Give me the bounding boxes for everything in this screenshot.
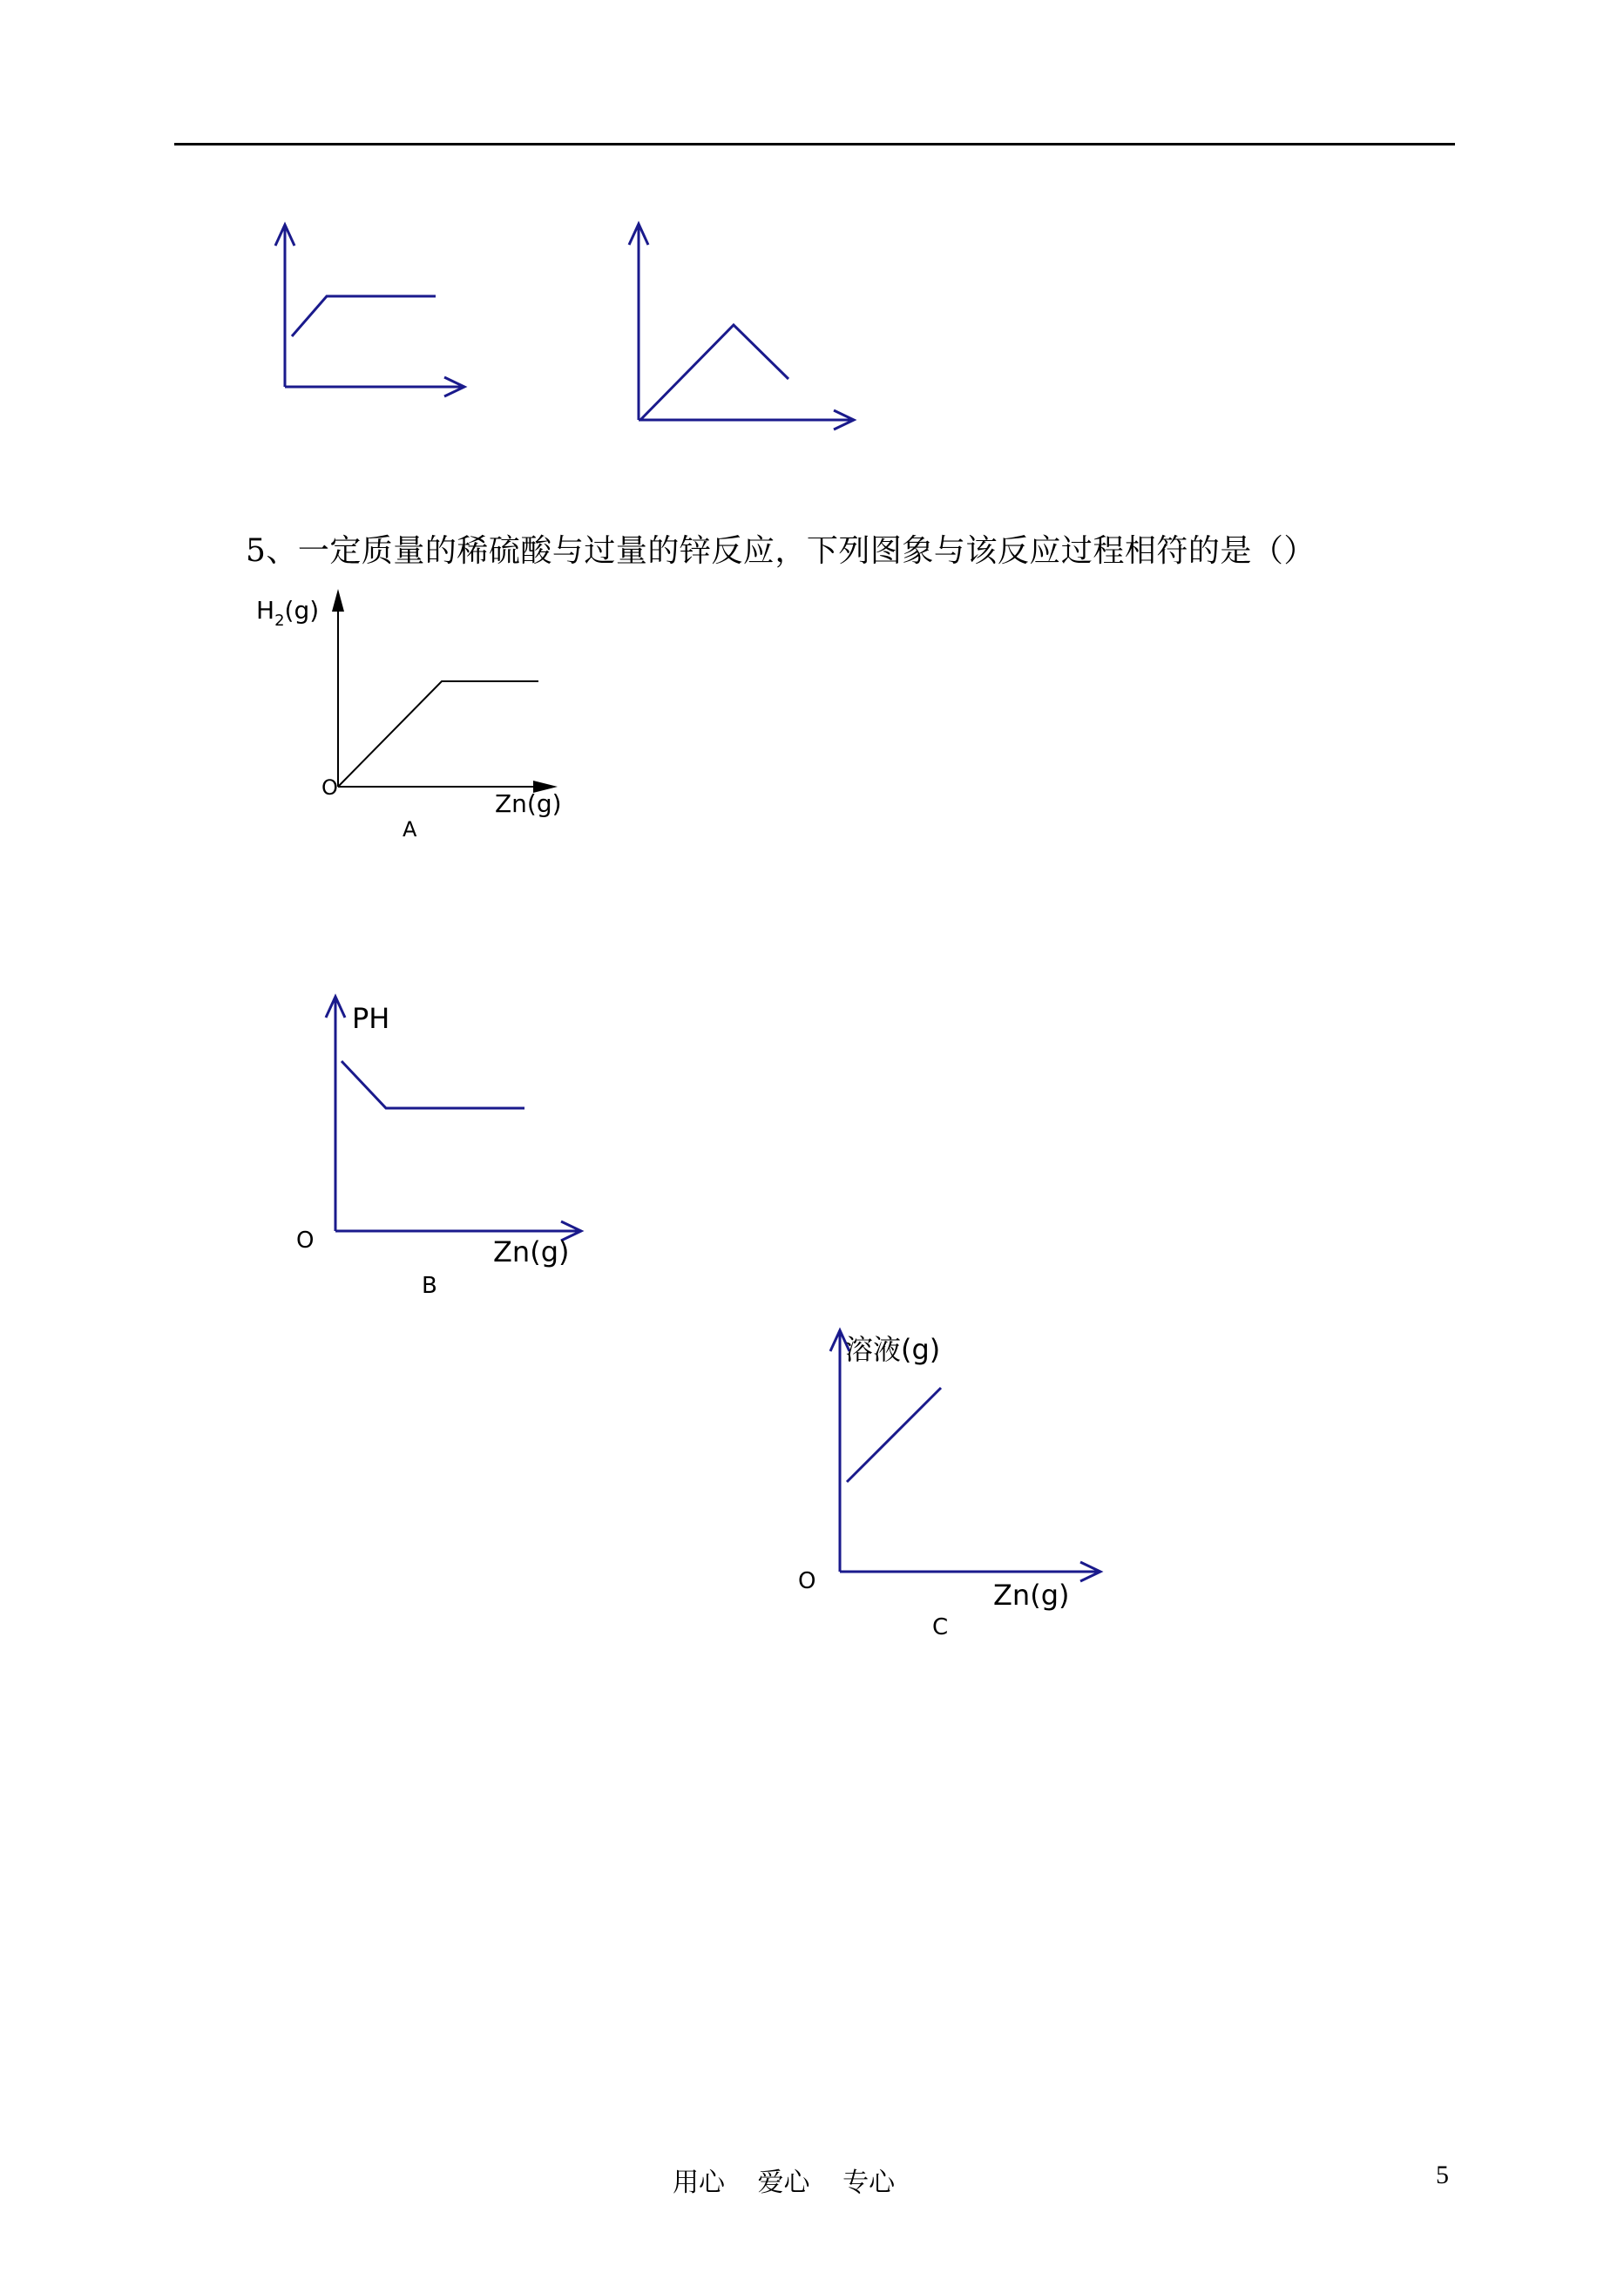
graph-c — [798, 1330, 1100, 1640]
graph-b — [296, 997, 581, 1299]
y-axis-label: PH — [352, 1002, 390, 1035]
y-axis-arrowhead — [332, 589, 344, 612]
page-number: 5 — [1436, 2161, 1449, 2189]
curve — [292, 296, 436, 336]
graph-top-right — [629, 224, 854, 430]
origin-label: O — [798, 1568, 816, 1594]
origin-label: O — [321, 775, 338, 800]
question-text: 5、一定质量的稀硫酸与过量的锌反应，下列图象与该反应过程相符的是（） — [246, 533, 1316, 569]
x-axis-label: Zn(g) — [993, 1579, 1070, 1612]
y-axis-label: 溶液(g) — [845, 1333, 941, 1366]
x-axis-label: Zn(g) — [495, 789, 562, 818]
origin-label: O — [296, 1228, 315, 1254]
y-axis-label: $H_2(g)$ — [256, 596, 320, 630]
graph-caption: A — [403, 817, 417, 842]
graph-a — [256, 589, 562, 842]
x-axis-label: Zn(g) — [493, 1235, 570, 1268]
graph-caption: B — [422, 1273, 437, 1299]
curve — [338, 681, 538, 787]
graph-top-left — [275, 225, 464, 396]
curve — [342, 1061, 524, 1108]
footer-motto: 用心 爱心 专心 — [673, 2168, 896, 2198]
curve — [847, 1388, 941, 1482]
graph-caption: C — [932, 1614, 949, 1640]
curve — [640, 325, 788, 420]
